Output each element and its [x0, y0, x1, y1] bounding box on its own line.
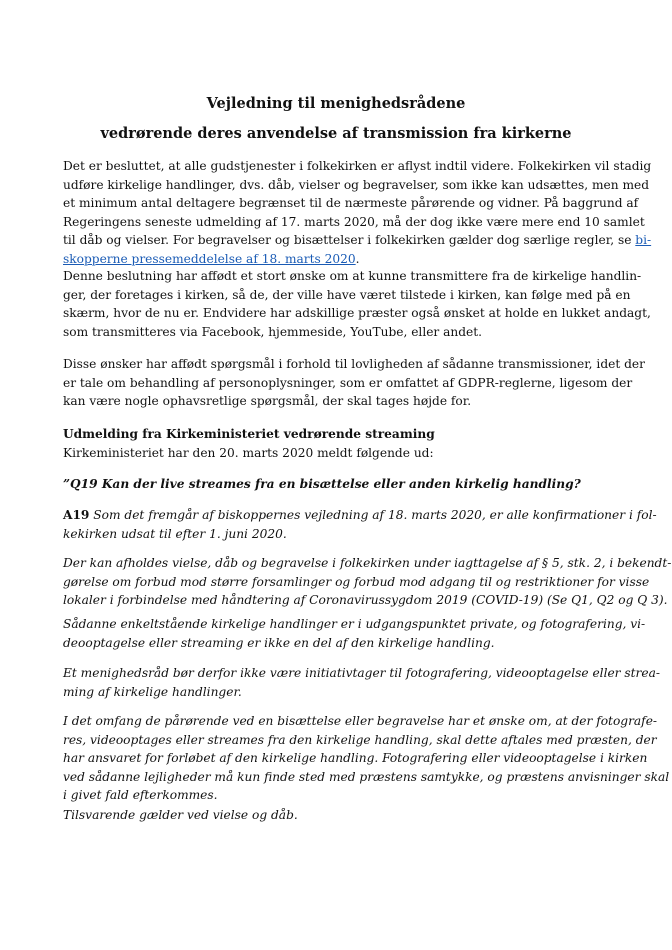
- text-line: Sådanne enkeltstående kirkelige handlinger er i udgangspunktet private, og fotografering, vi-: [63, 617, 646, 631]
- text-line: har ansvaret for forløbet af den kirkelige handling. Fotografering eller videooptagelse i kirken: [63, 751, 648, 766]
- answer-paragraph-6: [63, 806, 613, 825]
- section-intro: Kirkeministeriet har den 20. marts 2020 meldt følgende ud:: [63, 445, 434, 460]
- text-line: kekirken udsat til efter 1. juni 2020.: [63, 526, 287, 541]
- answer-paragraph-4: [63, 664, 660, 701]
- document-title-line-2: vedrørende deres anvendelse af transmission fra kirkerne: [100, 125, 572, 142]
- text-line: gørelse om forbud mod større forsamlinger og forbud mod adgang til og restriktioner for visse: [63, 574, 650, 589]
- text-line: i givet fald efterkommes.: [63, 788, 218, 803]
- answer-paragraph-2: [63, 554, 672, 610]
- text-segment: .: [355, 251, 360, 266]
- text-line: ved sådanne lejligheder må kun finde sted med præstens samtykke, og præstens anvisninger skal: [63, 769, 670, 784]
- text-line: [63, 250, 613, 269]
- text-segment: til dåb og vielser. For begravelser og bisættelser i folkekirken gælder dog særlige regler, se: [63, 233, 632, 248]
- answer-paragraph-3: [63, 615, 646, 652]
- text-line: er tale om behandling af personoplysninger, som er omfattet af GDPR-reglerne, ligesom der: [63, 375, 633, 390]
- paragraph-transmission-wish: [63, 267, 651, 341]
- text-line: lokaler i forbindelse med håndtering af Coronavirussygdom 2019 (COVID-19) (Se Q1, Q2 og Q 3).: [63, 593, 668, 608]
- answer-label: A19: [63, 508, 90, 522]
- text-line: skærm, hvor de nu er. Endvidere har adskillige præster også ønsket at holde en lukket andagt,: [63, 306, 651, 321]
- text-line: res, videooptages eller streames fra den kirkelige handling, skal dette aftales med præsten, der: [63, 732, 657, 747]
- text-line: et minimum antal deltagere begrænset til de nærmeste pårørende og vidner. På baggrund af: [63, 196, 639, 211]
- text-line: ”Q19 Kan der live streames fra en bisættelse eller anden kirkelig handling?: [63, 477, 581, 491]
- answer-paragraph-1: [63, 506, 657, 543]
- text-line: Det er besluttet, at alle gudstjenester i folkekirken er aflyst indtil videre. Folkekirken vil stadig: [63, 159, 652, 173]
- text-line: som transmitteres via Facebook, hjemmeside, YouTube, eller andet.: [63, 324, 483, 339]
- text-line: ming af kirkelige handlinger.: [63, 684, 242, 699]
- text-line: deooptagelse eller streaming er ikke en del af den kirkelige handling.: [63, 635, 495, 650]
- text-segment: Som det fremgår af biskoppernes vejledning af 18. marts 2020, er alle konfirmationer i fol-: [89, 508, 657, 522]
- text-line: udføre kirkelige handlinger, dvs. dåb, vielser og begravelser, som ikke kan udsættes, men med: [63, 177, 650, 192]
- paragraph-legality-questions: [63, 355, 645, 411]
- text-line: Disse ønsker har affødt spørgsmål i forhold til lovligheden af sådanne transmissioner, idet der: [63, 357, 645, 371]
- text-line: ger, der foretages i kirken, så de, der ville have været tilstede i kirken, kan følge med på en: [63, 287, 631, 302]
- text-line: Et menighedsråd bør derfor ikke være initiativtager til fotografering, videooptagelse eller strea-: [63, 666, 660, 680]
- text-line: [63, 506, 657, 525]
- text-line: I det omfang de pårørende ved en bisættelse eller begravelse har et ønske om, at der fotografe-: [63, 714, 658, 728]
- paragraph-intro: [63, 157, 652, 269]
- answer-paragraph-5: [63, 712, 670, 805]
- section-heading: Udmelding fra Kirkeministeriet vedrørende streaming: [63, 427, 435, 441]
- text-line: [63, 231, 652, 250]
- press-release-link[interactable]: skopperne pressemeddelelse af 18. marts 2020: [63, 251, 356, 266]
- document-title-line-1: Vejledning til menighedsrådene: [206, 95, 466, 112]
- press-release-link-part-1[interactable]: bi-: [635, 233, 652, 248]
- section-streaming: [63, 425, 613, 462]
- question-q19: [63, 475, 613, 494]
- text-line: Tilsvarende gælder ved vielse og dåb.: [63, 808, 298, 822]
- text-line: Denne beslutning har affødt et stort ønske om at kunne transmittere fra de kirkelige handlin-: [63, 269, 642, 283]
- text-line: Regeringens seneste udmelding af 17. marts 2020, må der dog ikke være mere end 10 samlet: [63, 214, 645, 229]
- text-line: kan være nogle ophavsretlige spørgsmål, der skal tages højde for.: [63, 394, 472, 409]
- text-line: Der kan afholdes vielse, dåb og begravelse i folkekirken under iagttagelse af § 5, stk. 2, i bekendt-: [63, 556, 672, 570]
